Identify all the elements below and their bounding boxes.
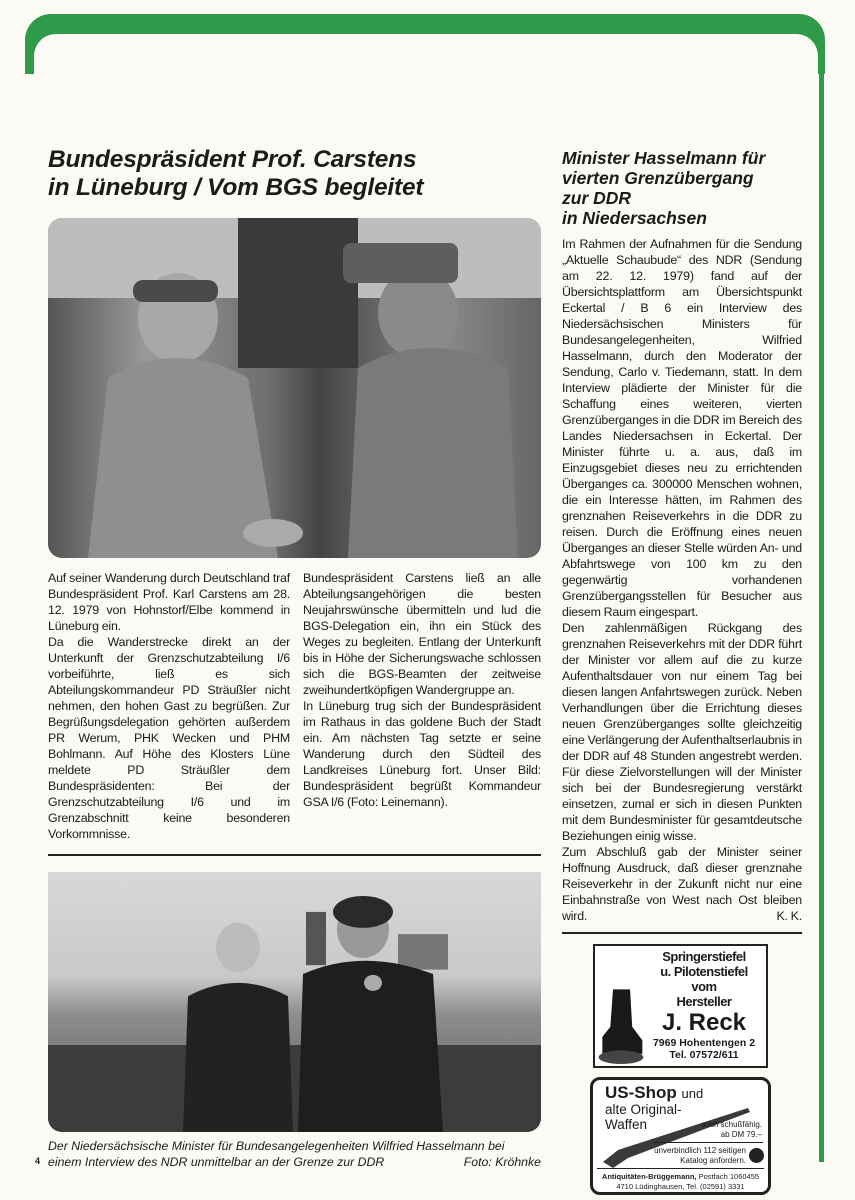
article1-column2 (303, 570, 541, 842)
photo-interview (48, 872, 541, 1132)
ad-brand: J. Reck (661, 1009, 747, 1036)
ad-company: Antiquitäten-Brüggemann, (601, 1172, 697, 1181)
paragraph: Bundespräsident Carstens ließ an alle Abteilungsangehörigen die besten Neujahrswünsche übermitteln und lud die BGS-Delegation ein, ihn ein Stück des Weges zu begleiten. Entlang der Unterkunft bis in Höhe der Sicherungswache schlossen sich die BGS-Beamten der zeitweise zweihundertköpfigen Wandergruppe an. (303, 571, 541, 697)
paragraph: In Lüneburg trug sich der Bundespräsident im Rathaus in das goldene Buch der Stadt ein. Am nächsten Tag setzte er seine Wanderung durch den Südteil des Landkreises Lüneburg fort. Unser Bild: Bundespräsident begrüßt Kommandeur GSA I/6 (Foto: Leinemann). (303, 699, 541, 809)
ad-text: Katalog anfordern. (680, 1156, 746, 1165)
ad-address: 7969 Hohentengen 2 (652, 1037, 756, 1049)
ad-phone: Tel. 07572/611 (669, 1049, 739, 1061)
ad-text: ab DM 79.– (720, 1130, 762, 1139)
dot-icon (749, 1148, 764, 1163)
article1-headline (48, 146, 548, 202)
headline-line: in Niedersachsen (562, 208, 707, 228)
ad-text: Postfach 1060455 (698, 1172, 760, 1181)
ad-reck (593, 944, 768, 1068)
headline-line: Bundespräsident Prof. Carstens (48, 146, 417, 173)
ad-line: Hersteller (676, 994, 732, 1009)
photo-illustration (48, 872, 541, 1132)
photo-handshake (48, 218, 541, 558)
ad-reck-text (645, 946, 763, 1064)
photo-illustration (48, 218, 541, 558)
headline-line: zur DDR (562, 188, 632, 208)
ad-brand: US-Shop (605, 1083, 677, 1102)
ad-text: auch schußfähig. (701, 1120, 762, 1129)
ad-text: 4710 Lüdinghausen, Tel. (02591) 3331 (616, 1182, 745, 1191)
boot-icon (597, 986, 645, 1064)
paragraph: Da die Wanderstrecke direkt an der Unterkunft der Grenzschutzabteilung I/6 vorbeiführte, ließ es sich Abteilungskommandeur PD Sträußler nicht nehmen, den hohen Gast zu begrüßen. Zur Begrüßungsdelegation gehörten außerdem PR Werum, PHK Wecken und PHM Bohlmann. Auf Höhe des Klosters Lüne meldete PD Sträußler dem Bundespräsidenten: Bei der Grenzschutzabteilung I/6 und im Grenzabschnitt keine besonderen Vorkommnisse. (48, 635, 290, 841)
photo-credit: Foto: Kröhnke (463, 1155, 541, 1169)
photo-caption (48, 1138, 541, 1170)
article1-columns (48, 570, 541, 842)
ad-us-shop (590, 1077, 771, 1195)
ad-rule (653, 1142, 763, 1143)
green-frame-right (819, 40, 824, 1162)
article2-flow (562, 148, 802, 1191)
caption-text: Der Niedersächsische Minister für Bundesangelegenheiten Wilfried Hasselmann bei einem Interview des NDR unmittelbar an der Grenze zur DDR (48, 1139, 505, 1169)
ad-line: vom (691, 979, 717, 994)
headline-line: vierten Grenzübergang (562, 168, 754, 188)
paragraph (562, 844, 802, 924)
ad-line: u. Pilotenstiefel (660, 964, 748, 979)
paragraph: Auf seiner Wanderung durch Deutschland traf Bundespräsident Prof. Karl Carstens am 28. 12. 1979 von Hohnstorf/Elbe kommend in Lüneburg ein. (48, 571, 290, 633)
ad-text: Waffen (605, 1117, 648, 1132)
headline-line: Minister Hasselmann für (562, 148, 766, 168)
article2-body (562, 236, 802, 924)
article1-column1 (48, 570, 290, 842)
paragraph: Im Rahmen der Aufnahmen für die Sendung „Aktuelle Schaubude“ des NDR (Sendung am 22. 12. 1979) fand auf der Übersichtsplattform am Übersichtspunkt Eckertal / B 6 ein Interview des Niedersächsischen Ministers für Bundesangelegenheiten, Wilfried Hasselmann, durch den Moderator der Sendung, Carlo v. Tiedemann, statt. In dem Interview plädierte der Minister für die Schaffung eines weiteren, vierten Grenzüberganges in die DDR im Bereich des Landes Niedersachsen in Eckertal. Der Minister führte u. a. aus, daß im Einzugsgebiet dieses neu zu errichtenden Überganges ca. 300000 Menschen wohnen, die ein Interesse hätten, im Rahmen des grenznahen Reiseverkehrs in die DDR zu reisen. Durch die Eröffnung eines neuen Überganges an dieser Stelle würden An- und Abfahrtswege von 100 km zu den gegenwärtig vorhandenen Grenzübergangsstellen für Besucher aus diesem Raum eingespart. (562, 237, 802, 619)
ad-text: unverbindlich 112 seitigen (654, 1146, 746, 1155)
article2-headline (562, 148, 802, 228)
paragraph: Den zahlenmäßigen Rückgang des grenznahen Reiseverkehrs mit der DDR führt der Minister vor allem auf die zu kurze Aufenthaltsdauer von nur einem Tag bei diesen langen Anfahrtswegen zurück. Neben Verhandlungen über die Errichtung dieses neuen Grenzüberganges sollte gleichzeitig eine Verlängerung der Aufenthaltserlaubnis in der DDR auf 48 Stunden angestrebt werden. Für diese Zielvorstellungen will der Minister sich bei der Bundesregierung verstärkt einsetzen, zumal er sich in diesen Punkten mit dem Bundesminister für gesamtdeutsche Beziehungen einig wisse. (562, 621, 802, 843)
ad-rule (597, 1168, 764, 1169)
ad-text: alte Original- (605, 1102, 682, 1117)
article1-flow (48, 570, 541, 1170)
divider (48, 854, 541, 856)
ad-text: und (681, 1086, 704, 1101)
divider (562, 932, 802, 934)
author: K. K. (776, 909, 802, 923)
paragraph-text: Zum Abschluß gab der Minister seiner Hoffnung Ausdruck, daß dieser grenznahe Reiseverkehr in der Zukunft nicht nur eine Einbahnstraße von West nach Ost bleiben wird. (562, 845, 802, 923)
headline-line: in Lüneburg / Vom BGS begleitet (48, 174, 424, 201)
page-number: 4 (35, 1156, 41, 1166)
ad-line: Springerstiefel (662, 949, 746, 964)
